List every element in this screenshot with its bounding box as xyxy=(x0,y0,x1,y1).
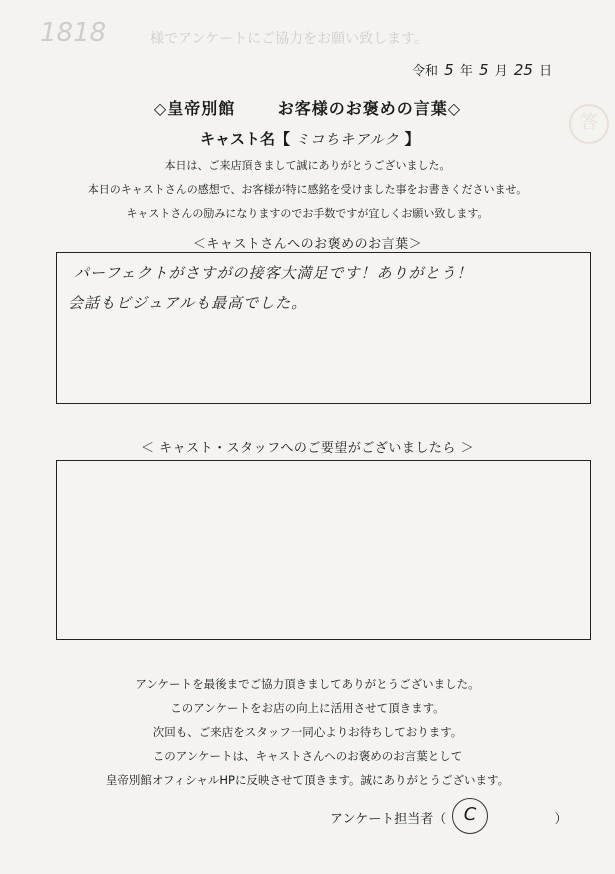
praise-section-label: ＜キャストさんへのお褒めのお言葉＞ xyxy=(192,237,423,252)
date-year: 5 xyxy=(444,61,454,79)
staff-close: ） xyxy=(554,812,568,827)
request-box xyxy=(56,460,591,640)
date-era: 令和 xyxy=(412,64,439,79)
intro-line-3: キャストさんの励みになりますのでお手数ですが宜しくお願い致します。 xyxy=(126,207,489,220)
date-year-unit: 年 xyxy=(459,64,473,79)
praise-text-line-1: パーフェクトがさすがの接客大満足です！ありがとう！ xyxy=(74,264,473,282)
bleed-through-stamp: 答 xyxy=(569,104,609,144)
staff-label: アンケート担当者（ xyxy=(330,812,447,827)
outro-line-2: このアンケートをお店の向上に活用させて頂きます。 xyxy=(170,701,445,715)
date-day: 25 xyxy=(513,61,533,79)
date-month-unit: 月 xyxy=(494,64,508,79)
intro-line-1: 本日は、ご来店頂きまして誠にありがとうございました。 xyxy=(164,159,451,172)
cast-name-value: ミコちキアルク xyxy=(295,132,400,148)
request-section-label: ＜ キャスト・スタッフへのご要望がございましたら ＞ xyxy=(140,441,474,456)
cast-name-close: 】 xyxy=(404,130,420,148)
outro-line-4: このアンケートは、キャストさんへのお褒めのお言葉として xyxy=(152,749,463,763)
outro-line-5: 皇帝別館オフィシャルHPに反映させて頂きます。誠にありがとうございます。 xyxy=(105,773,510,787)
page-title xyxy=(0,96,615,119)
bleed-through-header: 様でアンケートにご協力をお願い致します。 xyxy=(150,31,429,47)
date-field xyxy=(412,60,552,79)
staff-initial-mark: C xyxy=(452,798,488,834)
outro-line-1: アンケートを最後までご協力頂きましてありがとうございました。 xyxy=(135,677,480,691)
praise-text-line-2: 会話もビジュアルも最高でした。 xyxy=(68,294,308,312)
date-month: 5 xyxy=(479,61,489,79)
date-day-unit: 日 xyxy=(539,64,553,79)
title-store: ◇皇帝別館 xyxy=(153,99,236,118)
title-heading: お客様のお褒めの言葉◇ xyxy=(277,99,462,118)
outro-line-3: 次回も、ご来店をスタッフ一同心よりお待ちしております。 xyxy=(152,725,463,739)
intro-line-2: 本日のキャストさんの感想で、お客様が特に感銘を受けました事をお書きくださいませ。 xyxy=(87,183,528,196)
staff-field xyxy=(330,808,568,827)
bleed-through-number: 1818 xyxy=(40,18,107,48)
cast-name-label: キャスト名【 xyxy=(200,130,291,148)
cast-name-field xyxy=(200,128,420,149)
